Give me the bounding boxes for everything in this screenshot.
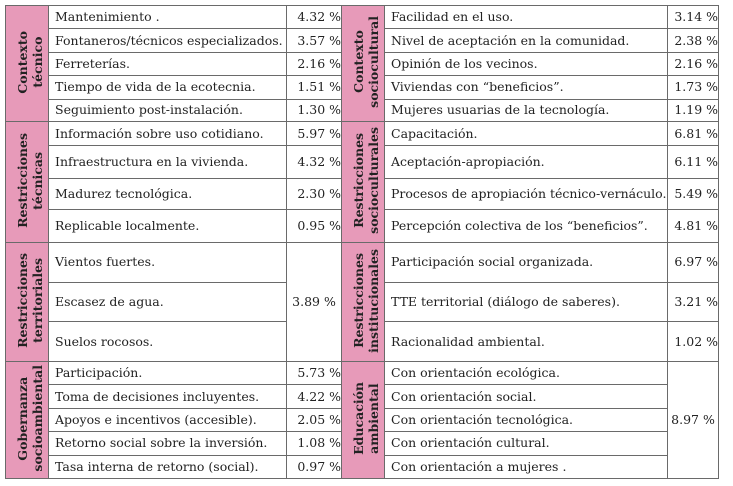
right-item-label: Con orientación a mujeres . [385,455,668,479]
right-item-percentage: 3.21 % [668,282,719,322]
category-label [15,253,45,348]
left-item-percentage: 0.95 % [287,210,342,243]
left-item-label: Infraestructura en la vivienda. [49,146,287,179]
left-item-label: Escasez de agua. [49,282,287,322]
right-category-cell [342,361,385,478]
table-row [6,361,719,384]
left-category-cell [6,121,49,242]
left-item-label: Toma de decisiones incluyentes. [49,385,287,408]
left-item-percentage: 2.05 % [287,408,342,431]
category-label [351,16,381,108]
right-item-label: Aceptación-apropiación. [385,146,668,179]
right-item-percentage: 2.38 % [668,29,719,52]
category-label [15,31,45,94]
right-item-percentage: 1.73 % [668,76,719,99]
category-label-line: territoriales [30,257,45,343]
category-label-line: socioculturales [366,127,381,234]
left-item-label: Tasa interna de retorno (social). [49,455,287,479]
right-item-label: Con orientación social. [385,385,668,408]
left-item-label: Ferreterías. [49,52,287,75]
left-item-percentage: 5.97 % [287,121,342,145]
left-item-percentage: 4.32 % [287,146,342,179]
factors-table [5,5,719,479]
right-item-percentage: 4.81 % [668,210,719,243]
right-item-label: Racionalidad ambiental. [385,322,668,362]
right-item-percentage: 6.97 % [668,242,719,282]
category-label-line: técnicas [30,151,45,210]
left-item-percentage: 2.16 % [287,52,342,75]
category-label-line: Contexto [351,30,366,94]
right-category-cell [342,6,385,122]
left-item-percentage: 5.73 % [287,361,342,384]
category-label-line: Restricciones [351,133,366,228]
left-item-label: Vientos fuertes. [49,242,287,282]
table-row [6,6,719,29]
category-label [351,127,381,234]
right-category-cell [342,242,385,361]
right-item-label: Procesos de apropiación técnico-vernáculo. [385,178,668,210]
right-item-percentage: 5.49 % [668,178,719,210]
category-label [351,382,381,455]
right-item-label: Capacitación. [385,121,668,145]
category-label [15,133,45,228]
right-item-label: Nivel de aceptación en la comunidad. [385,29,668,52]
category-label-line: ambiental [366,383,381,454]
right-item-label: Facilidad en el uso. [385,6,668,29]
category-label-line: Contexto [15,30,30,94]
category-label-line: Restricciones [351,253,366,348]
right-item-percentage: 2.16 % [668,52,719,75]
category-label-line: Educación [351,382,366,455]
left-item-percentage: 1.51 % [287,76,342,99]
right-item-label: Percepción colectiva de los “beneficios”. [385,210,668,243]
category-label-line: sociocultural [366,16,381,108]
left-item-percentage: 1.30 % [287,99,342,121]
right-item-label: Con orientación cultural. [385,432,668,455]
left-item-percentage: 2.30 % [287,178,342,210]
right-category-cell [342,121,385,242]
left-item-percentage: 0.97 % [287,455,342,479]
category-label [351,249,381,353]
table-row [6,242,719,282]
right-item-label: Participación social organizada. [385,242,668,282]
right-item-percentage: 3.14 % [668,6,719,29]
table-body [6,6,719,479]
category-label-line: Restricciones [15,133,30,228]
right-item-percentage: 1.02 % [668,322,719,362]
left-item-label: Retorno social sobre la inversión. [49,432,287,455]
category-label [15,365,45,472]
left-item-label: Participación. [49,361,287,384]
category-label-line: Restricciones [15,253,30,348]
right-item-label: Mujeres usuarias de la tecnología. [385,99,668,121]
right-item-label: TTE territorial (diálogo de saberes). [385,282,668,322]
right-item-label: Con orientación ecológica. [385,361,668,384]
right-item-percentage: 6.81 % [668,121,719,145]
right-item-label: Viviendas con “beneficios”. [385,76,668,99]
left-category-cell [6,361,49,478]
left-item-label: Fontaneros/técnicos especializados. [49,29,287,52]
right-item-label: Con orientación tecnológica. [385,408,668,431]
right-item-label: Opinión de los vecinos. [385,52,668,75]
left-item-label: Tiempo de vida de la ecotecnia. [49,76,287,99]
left-item-percentage: 1.08 % [287,432,342,455]
category-label-line: técnico [30,36,45,88]
left-item-label: Suelos rocosos. [49,322,287,362]
right-merged-percentage: 8.97 % [668,361,719,478]
category-label-line: institucionales [366,248,381,353]
left-category-cell [6,242,49,361]
left-merged-percentage: 3.89 % [287,242,342,361]
right-item-percentage: 6.11 % [668,146,719,179]
left-item-label: Madurez tecnológica. [49,178,287,210]
category-label-line: socioambiental [30,365,45,472]
left-item-label: Apoyos e incentivos (accesible). [49,408,287,431]
right-item-percentage: 1.19 % [668,99,719,121]
left-category-cell [6,6,49,122]
category-label-line: Gobernanza [15,376,30,461]
left-item-label: Replicable localmente. [49,210,287,243]
table-row [6,121,719,145]
left-item-label: Seguimiento post-instalación. [49,99,287,121]
left-item-label: Mantenimiento . [49,6,287,29]
left-item-percentage: 4.22 % [287,385,342,408]
left-item-percentage: 4.32 % [287,6,342,29]
left-item-label: Información sobre uso cotidiano. [49,121,287,145]
left-item-percentage: 3.57 % [287,29,342,52]
